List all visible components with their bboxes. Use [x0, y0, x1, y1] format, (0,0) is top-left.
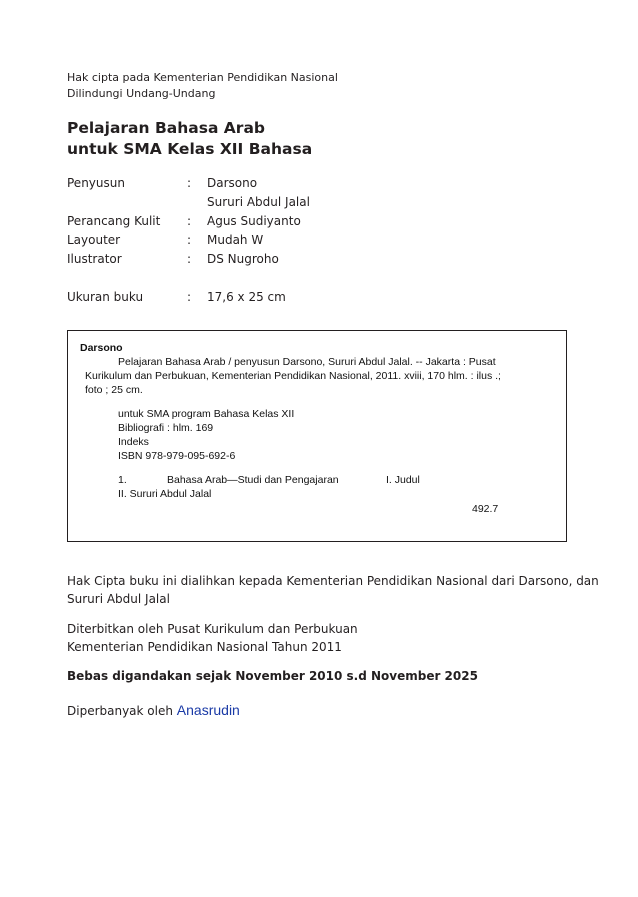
copyright-transfer-statement	[67, 572, 599, 608]
transfer-line: Sururi Abdul Jalal	[67, 592, 170, 606]
credit-label: Ilustrator	[67, 252, 122, 266]
catalog-note: Bibliografi : hlm. 169	[118, 422, 214, 434]
catalog-main-entry: Darsono	[80, 342, 123, 354]
catalog-subject: Bahasa Arab—Studi dan Pengajaran	[167, 474, 339, 486]
transfer-line: Hak Cipta buku ini dialihkan kepada Kementerian Pendidikan Nasional dari Darsono, dan	[67, 574, 599, 588]
catalog-in-publication-box	[67, 330, 567, 542]
reproducer-name: Anasrudin	[176, 702, 240, 718]
credit-value: Darsono	[207, 176, 258, 190]
credit-value: Agus Sudiyanto	[207, 214, 301, 228]
credit-separator: :	[187, 214, 192, 228]
catalog-coauthor-entry: II. Sururi Abdul Jalal	[118, 488, 212, 500]
credit-label: Ukuran buku	[67, 290, 144, 304]
credit-value: Mudah W	[207, 233, 264, 247]
credit-label: Perancang Kulit	[67, 214, 161, 228]
catalog-subject-number: 1.	[118, 474, 127, 486]
catalog-classification-number: 492.7	[472, 503, 499, 515]
protection-line: Dilindungi Undang-Undang	[67, 87, 216, 100]
credit-separator: :	[187, 176, 192, 190]
book-title	[67, 118, 312, 160]
book-title-line1: Pelajaran Bahasa Arab	[67, 119, 265, 137]
copyright-line: Hak cipta pada Kementerian Pendidikan Nasional	[67, 71, 338, 84]
catalog-description-line: Pelajaran Bahasa Arab / penyusun Darsono, Sururi Abdul Jalal. -- Jakarta : Pusat	[118, 356, 496, 368]
reproduced-by-line	[67, 701, 240, 720]
catalog-note: untuk SMA program Bahasa Kelas XII	[118, 408, 295, 420]
publisher-statement	[67, 620, 358, 656]
publisher-line: Diterbitkan oleh Pusat Kurikulum dan Perbukuan	[67, 622, 358, 636]
credit-value: DS Nugroho	[207, 252, 279, 266]
catalog-description-line: foto ; 25 cm.	[85, 384, 143, 396]
credit-label: Layouter	[67, 233, 121, 247]
catalog-description-line: Kurikulum dan Perbukuan, Kementerian Pendidikan Nasional, 2011. xviii, 170 hlm. : ilus .;	[85, 370, 501, 382]
free-distribution-notice	[67, 667, 478, 685]
credit-value: Sururi Abdul Jalal	[207, 195, 310, 209]
credit-separator: :	[187, 233, 192, 247]
credit-value: 17,6 x 25 cm	[207, 290, 286, 304]
book-title-line2: untuk SMA Kelas XII Bahasa	[67, 140, 313, 158]
reproduced-by-label: Diperbanyak oleh	[67, 704, 173, 718]
catalog-title-entry: I. Judul	[386, 474, 420, 486]
catalog-isbn: ISBN 978-979-095-692-6	[118, 450, 236, 462]
catalog-note: Indeks	[118, 436, 149, 448]
publisher-line: Kementerian Pendidikan Nasional Tahun 2011	[67, 640, 342, 654]
credit-label: Penyusun	[67, 176, 125, 190]
credit-separator: :	[187, 290, 192, 304]
free-distribution-text: Bebas digandakan sejak November 2010 s.d November 2025	[67, 669, 478, 683]
copyright-notice	[67, 70, 338, 102]
credit-separator: :	[187, 252, 192, 266]
